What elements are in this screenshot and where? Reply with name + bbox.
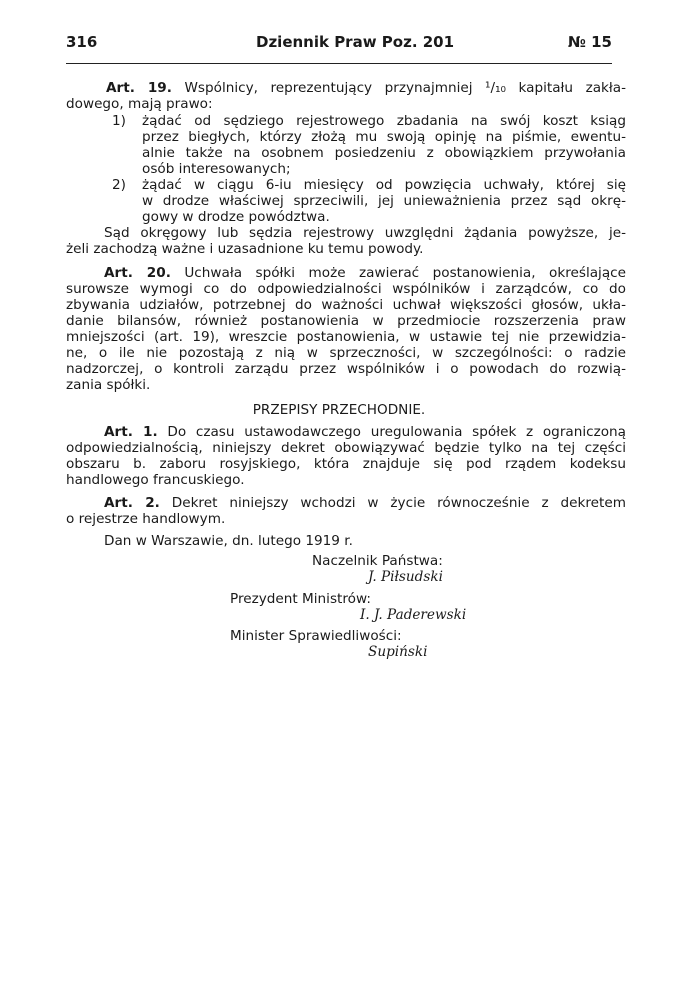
art2-line-1-text: Dekret niniejszy wchodzi w życie równocześnie z dekretem [171, 495, 626, 511]
art19-item-1-line-2: przez biegłych, którzy złożą mu swoją opinję na piśmie, ewentu- [142, 129, 626, 145]
signature-name-supinski: Supiński [368, 644, 428, 660]
art20-line-7: nadzorczej, o kontroli zarządu przez wspólników i o powodach do rozwią- [66, 361, 626, 377]
signature-title-head-of-state: Naczelnik Państwa: [312, 553, 443, 569]
art19-item-1-line-3: alnie także na osobnem posiedzeniu z obowiązkiem przywołania [142, 145, 626, 161]
art19-item-1-line-1: żądać od sędziego rejestrowego zbadania na swój koszt ksiąg [142, 113, 626, 129]
page-number: 316 [66, 33, 98, 51]
art19-item-2-line-3: gowy w drodze powództwa. [142, 209, 330, 225]
issue-number: № 15 [567, 33, 612, 51]
signature-title-prime-minister: Prezydent Ministrów: [230, 591, 371, 607]
art2-line-2: o rejestrze handlowym. [66, 511, 226, 527]
art19-line-2: dowego, mają prawo: [66, 96, 213, 112]
art19-label: Art. 19. [106, 80, 172, 96]
art20-line-2: surowsze wymogi co do odpowiedzialności wspólników i zarządców, co do [66, 281, 626, 297]
art1-line-1-text: Do czasu ustawodawczego uregulowania spółek z ograniczoną [167, 424, 626, 440]
art20-line-4: danie bilansów, również postanowienia w przedmiocie rozszerzenia praw [66, 313, 626, 329]
art20-line-3: zbywania udziałów, potrzebnej do ważności uchwał większości głosów, ukła- [66, 297, 626, 313]
art20-line-1 [104, 265, 626, 281]
journal-title: Dziennik Praw Poz. 201 [256, 33, 455, 51]
art2-line-1 [104, 495, 626, 511]
signature-name-pilsudski: J. Piłsudski [368, 569, 443, 585]
page-header [66, 30, 612, 54]
header-rule [66, 63, 612, 64]
art19-item-1-line-4: osób interesowanych; [142, 161, 291, 177]
art20-label: Art. 20. [104, 265, 171, 281]
art19-item-1-number: 1) [112, 113, 126, 129]
art19-para-line-1: Sąd okręgowy lub sędzia rejestrowy uwzględni żądania powyższe, je- [104, 225, 626, 241]
art19-item-2-number: 2) [112, 177, 126, 193]
art19-para-line-2: żeli zachodzą ważne i uzasadnione ku temu powody. [66, 241, 424, 257]
art1-line-3: obszaru b. zaboru rosyjskiego, która znajduje się pod rządem kodeksu [66, 456, 626, 472]
signature-name-paderewski: I. J. Paderewski [360, 607, 467, 623]
art20-line-6: ne, o ile nie pozostają z nią w sprzeczności, w szczególności: o radzie [66, 345, 626, 361]
art1-label: Art. 1. [104, 424, 158, 440]
art20-line-5: mniejszości (art. 19), wreszcie postanowienia, w ustawie tej nie przewidzia- [66, 329, 626, 345]
art19-line-1 [106, 80, 626, 96]
date-line: Dan w Warszawie, dn. lutego 1919 r. [104, 533, 353, 549]
art2-label: Art. 2. [104, 495, 160, 511]
art19-line-1-text: Wspólnicy, reprezentujący przynajmniej ¹/₁₀ kapitału zakła- [184, 80, 626, 96]
art1-line-1 [104, 424, 626, 440]
art19-item-2-line-1: żądać w ciągu 6-iu miesięcy od powzięcia uchwały, której się [142, 177, 626, 193]
art20-line-8: zania spółki. [66, 377, 151, 393]
signature-title-minister-of-justice: Minister Sprawiedliwości: [230, 628, 402, 644]
art20-line-1-text: Uchwała spółki może zawierać postanowienia, określające [184, 265, 627, 281]
section-heading: PRZEPISY PRZECHODNIE. [252, 402, 426, 418]
art19-item-2-line-2: w drodze właściwej sprzeciwili, jej unieważnienia przez sąd okrę- [142, 193, 626, 209]
art1-line-4: handlowego francuskiego. [66, 472, 245, 488]
art1-line-2: odpowiedzialnością, niniejszy dekret obowiązywać będzie tylko na tej części [66, 440, 626, 456]
